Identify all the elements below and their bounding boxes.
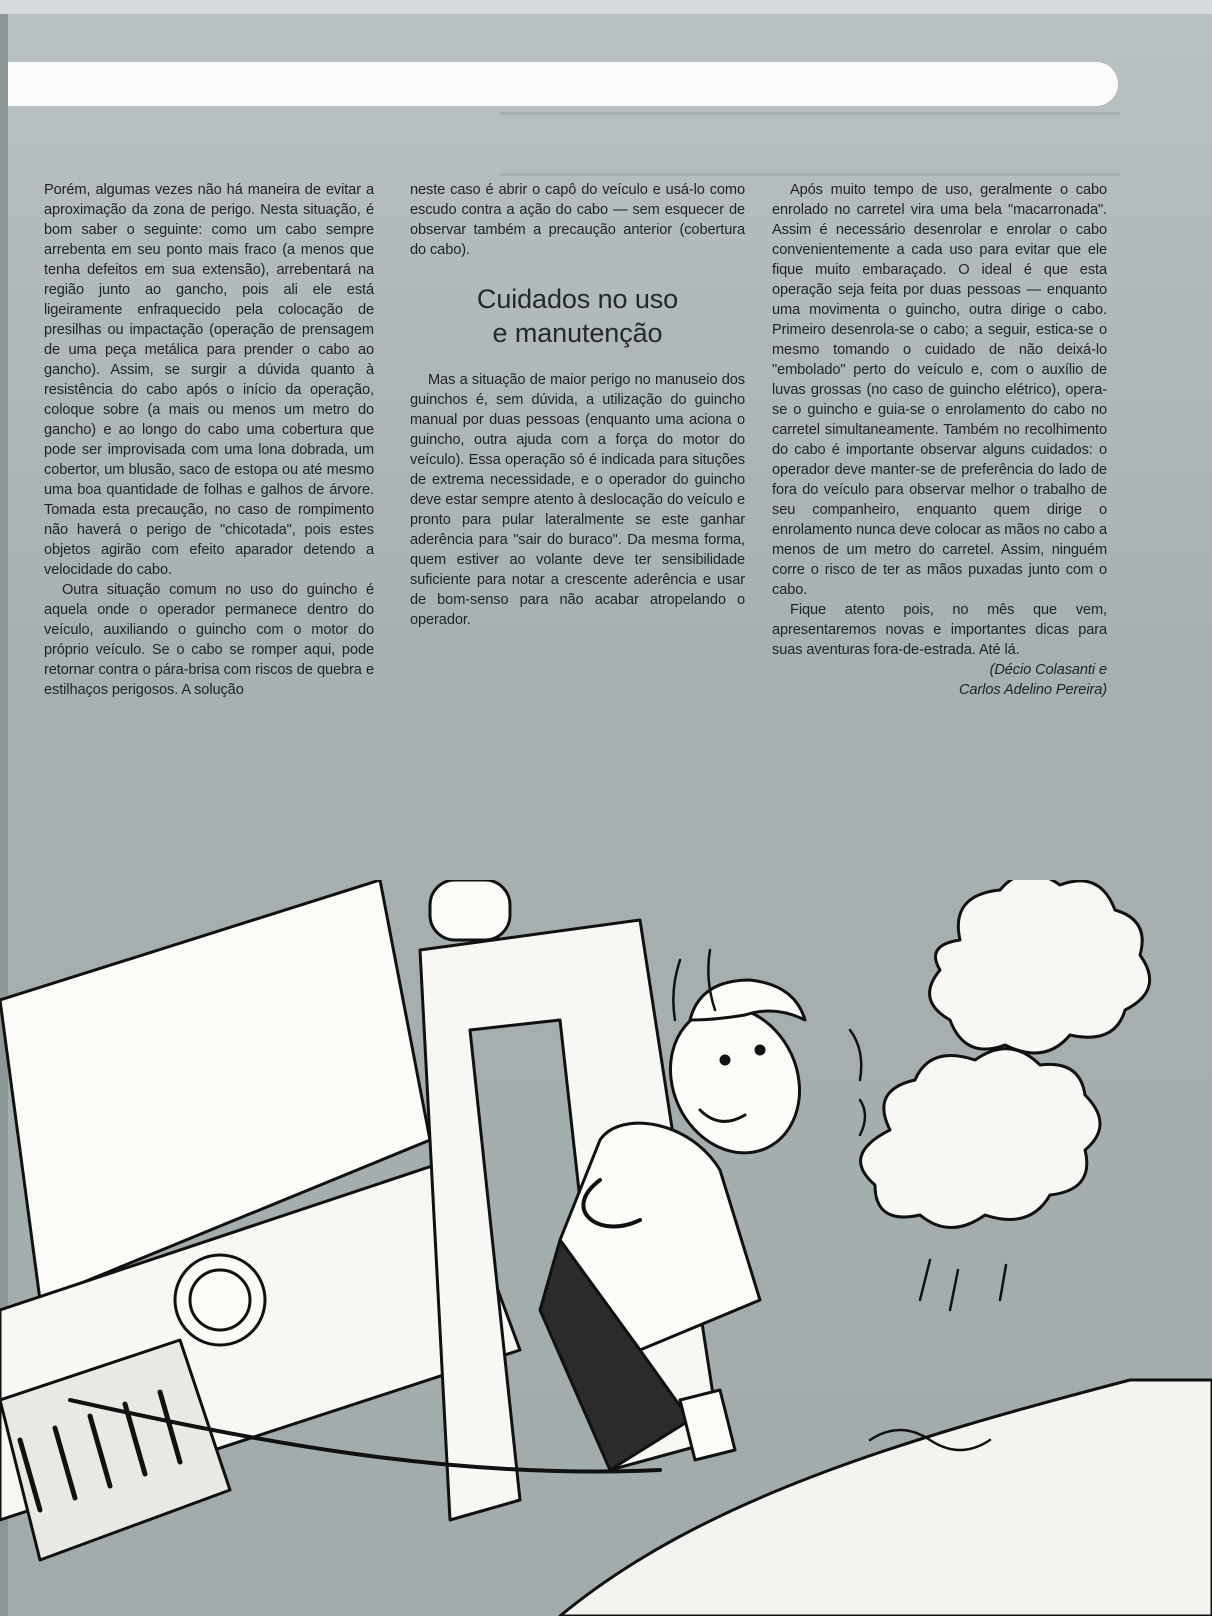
author-signature (772, 660, 1107, 700)
cartoon-illustration (0, 880, 1212, 1616)
article-column-2 (410, 180, 745, 630)
paragraph: Porém, algumas vezes não há maneira de evitar a aproximação da zona de perigo. Nesta situação, é bom saber o seguinte: como um cabo sempre arrebenta em seu ponto mais fraco (a menos que tenha defeitos em sua extensão), arrebentará na região junto ao gancho, pois ali ele está ligeiramente enfraquecido pela colocação de presilhas ou impactação (operação de prensagem de uma peça metálica para prender o cabo ao gancho). Assim, se surgir a dúvida quanto à resistência do cabo após o início da operação, coloque sobre (a mais ou menos um metro do gancho) e ao longo do cabo uma cobertura que pode ser improvisada com uma lona dobrada, um cobertor, um blusão, saco de estopa ou até mesmo uma boa quantidade de folhas e galhos de árvore. Tomada esta precaução, no caso de rompimento não haverá o perigo de "chicotada", pois estes objetos agirão com efeito aparador detendo a velocidade do cabo. (44, 182, 374, 578)
paragraph: Mas a situação de maior perigo no manuseio dos guinchos é, sem dúvida, a utilização do guincho manual por duas pessoas (enquanto uma aciona o guincho, outra ajuda com a força do motor do veículo). Essa operação só é indicada para situções de extrema necessidade, e o operador do guincho deve estar sempre atento à deslocação do veículo e pronto para pular lateralmente se este ganhar aderência para "sair do buraco". Da mesma forma, quem estiver ao volante deve ter sensibilidade suficiente para notar a crescente aderência e usar de bom-senso para não acabar atropelando o operador. (410, 372, 745, 628)
section-heading-line-1: Cuidados no uso (476, 284, 679, 314)
cloud (930, 880, 1150, 1053)
show-through-title (500, 112, 1120, 176)
section-heading-line-2: e manutenção (492, 318, 663, 348)
spotlight (430, 880, 510, 940)
paragraph: neste caso é abrir o capô do veículo e usá-lo como escudo contra a ação do cabo — sem esquecer de observar também a precaução anterior (cobertura do cabo). (410, 182, 745, 258)
author-line-2: Carlos Adelino Pereira) (958, 682, 1107, 698)
paragraph: Após muito tempo de uso, geralmente o cabo enrolado no carretel vira uma bela "macarronada". Assim é necessário desenrolar e enrolar o cabo convenientemente a cada uso para evitar que ele fique muito embaraçado. O ideal é que esta operação seja feita por duas pessoas — enquanto uma movimenta o guincho, outra dirige o cabo. Primeiro desenrola-se o cabo; a seguir, estica-se o mesmo tomando o cuidado de não deixá-lo "embolado" perto do veículo e, com o auxílio de luvas grossas (no caso de guincho elétrico), opera-se o guincho e guia-se o enrolamento do cabo no carretel simultaneamente. Também no recolhimento do cabo é importante observar alguns cuidados: o operador deve manter-se de preferência do lado de fora do veículo para observar melhor o trabalho de seu companheiro, enquanto quem dirige o enrolamento nunca deve colocar as mãos no cabo a menos de um metro do carretel. Assim, ninguém corre o risco de ter as mãos puxadas junto com o cabo. (772, 182, 1107, 598)
paragraph: Outra situação comum no uso do guincho é aquela onde o operador permanece dentro do veículo, auxiliando o guincho com o motor do próprio veículo. Se o cabo se romper aqui, pode retornar contra o pára-brisa com riscos de quebra e estilhaços perigosos. A solução (44, 582, 374, 698)
header-bar (8, 62, 1118, 106)
article-column-3 (772, 180, 1107, 700)
top-band (0, 0, 1212, 14)
section-heading (410, 282, 745, 350)
paragraph: Fique atento pois, no mês que vem, apresentaremos novas e importantes dicas para suas aventuras fora-de-estrada. Até lá. (772, 602, 1107, 658)
cloud (861, 1049, 1100, 1228)
man-hair (690, 980, 805, 1020)
author-line-1: (Décio Colasanti e (989, 662, 1107, 678)
article-column-1 (44, 180, 374, 700)
